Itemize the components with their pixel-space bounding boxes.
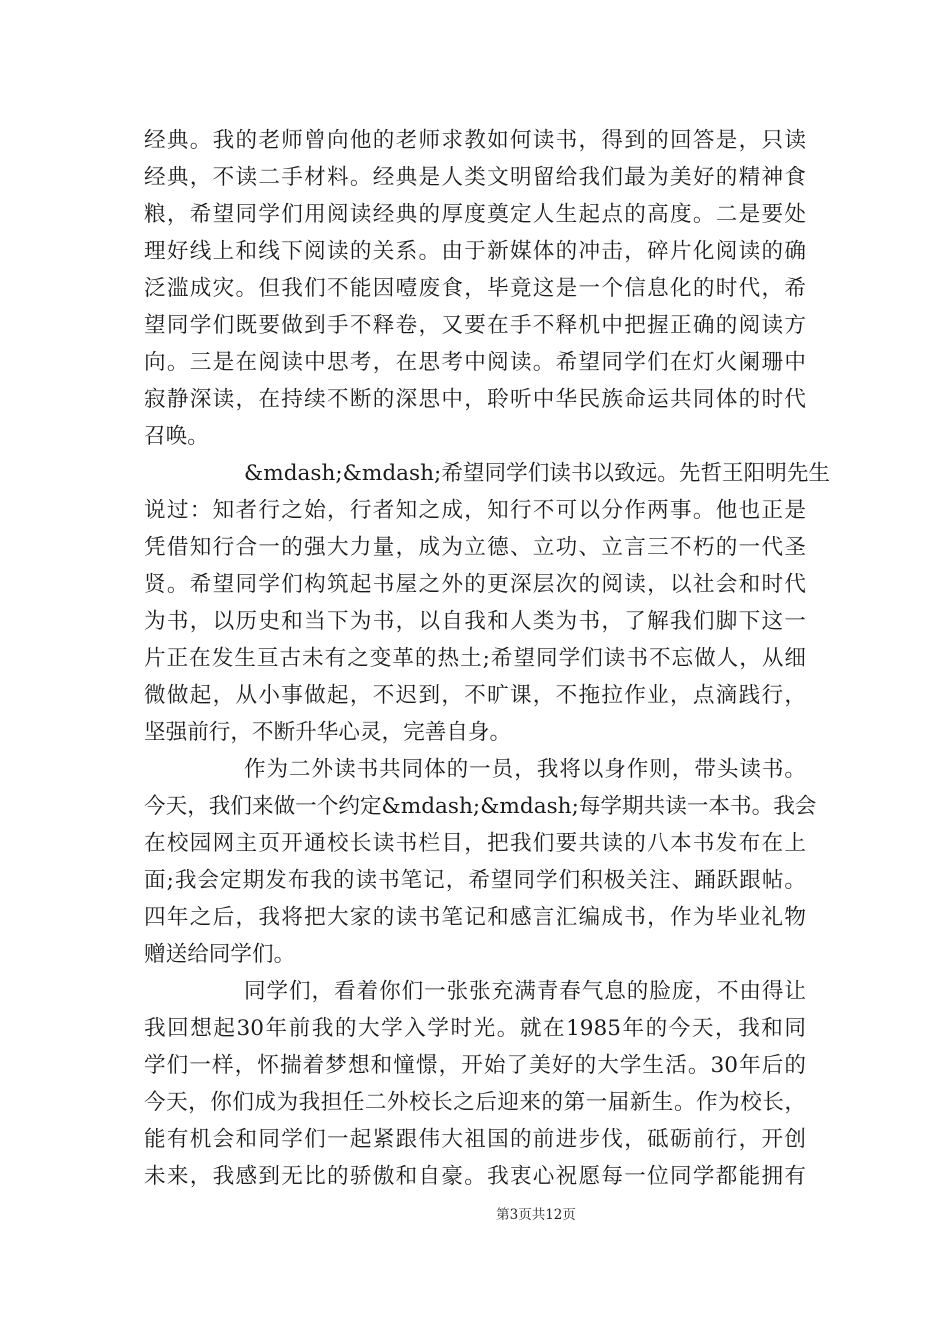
text-line: 能有机会和同学们一起紧跟伟大祖国的前进步伐，砥砺前行，开创 bbox=[144, 1127, 806, 1152]
text-line: 未来，我感到无比的骄傲和自豪。我衷心祝愿每一位同学都能拥有 bbox=[144, 1164, 806, 1189]
text-line: 向。三是在阅读中思考，在思考中阅读。希望同学们在灯火阑珊中 bbox=[144, 350, 806, 375]
text-line: 理好线上和线下阅读的关系。由于新媒体的冲击，碎片化阅读的确 bbox=[144, 239, 806, 264]
text-line: 学们一样，怀揣着梦想和憧憬，开始了美好的大学生活。30年后的 bbox=[144, 1053, 806, 1078]
text-line: &mdash;&mdash;希望同学们读书以致远。先哲王阳明先生 bbox=[244, 461, 831, 486]
text-line: 我回想起30年前我的大学入学时光。就在1985年的今天，我和同 bbox=[144, 1016, 806, 1041]
text-line: 为书，以历史和当下为书，以自我和人类为书，了解我们脚下这一 bbox=[144, 609, 806, 634]
text-line: 经典，不读二手材料。经典是人类文明留给我们最为美好的精神食 bbox=[144, 165, 806, 190]
text-line: 作为二外读书共同体的一员，我将以身作则，带头读书。 bbox=[244, 757, 806, 782]
text-line: 寂静深读，在持续不断的深思中，聆听中华民族命运共同体的时代 bbox=[144, 387, 806, 412]
text-line: 望同学们既要做到手不释卷，又要在手不释机中把握正确的阅读方 bbox=[144, 313, 806, 338]
text-line: 在校园网主页开通校长读书栏目，把我们要共读的八本书发布在上 bbox=[144, 831, 806, 856]
text-line: 坚强前行，不断升华心灵，完善自身。 bbox=[144, 720, 512, 745]
text-line: 粮，希望同学们用阅读经典的厚度奠定人生起点的高度。二是要处 bbox=[144, 202, 806, 227]
text-line: 经典。我的老师曾向他的老师求教如何读书，得到的回答是，只读 bbox=[144, 128, 806, 153]
paragraph bbox=[144, 122, 806, 455]
page-number-footer: 第3页共12页 bbox=[496, 1207, 576, 1223]
text-line: 微做起，从小事做起，不迟到，不旷课，不拖拉作业，点滴践行， bbox=[144, 683, 806, 708]
text-line: 赠送给同学们。 bbox=[144, 942, 296, 967]
text-line: 今天，我们来做一个约定&mdash;&mdash;每学期共读一本书。我会 bbox=[144, 794, 817, 819]
paragraph bbox=[144, 455, 831, 751]
text-line: 泛滥成灾。但我们不能因噎废食，毕竟这是一个信息化的时代，希 bbox=[144, 276, 806, 301]
text-line: 贤。希望同学们构筑起书屋之外的更深层次的阅读，以社会和时代 bbox=[144, 572, 806, 597]
paragraph bbox=[144, 751, 817, 973]
text-line: 同学们，看着你们一张张充满青春气息的脸庞，不由得让 bbox=[244, 979, 806, 1004]
text-line: 说过：知者行之始，行者知之成，知行不可以分作两事。他也正是 bbox=[144, 498, 806, 523]
text-line: 四年之后，我将把大家的读书笔记和感言汇编成书，作为毕业礼物 bbox=[144, 905, 806, 930]
text-line: 面;我会定期发布我的读书笔记，希望同学们积极关注、踊跃跟帖。 bbox=[144, 868, 806, 893]
text-line: 凭借知行合一的强大力量，成为立德、立功、立言三不朽的一代圣 bbox=[144, 535, 806, 560]
text-line: 召唤。 bbox=[144, 424, 209, 449]
text-line: 今天，你们成为我担任二外校长之后迎来的第一届新生。作为校长， bbox=[144, 1090, 806, 1115]
paragraph bbox=[144, 973, 806, 1195]
text-line: 片正在发生亘古未有之变革的热土;希望同学们读书不忘做人，从细 bbox=[144, 646, 806, 671]
page-body bbox=[144, 122, 831, 1195]
